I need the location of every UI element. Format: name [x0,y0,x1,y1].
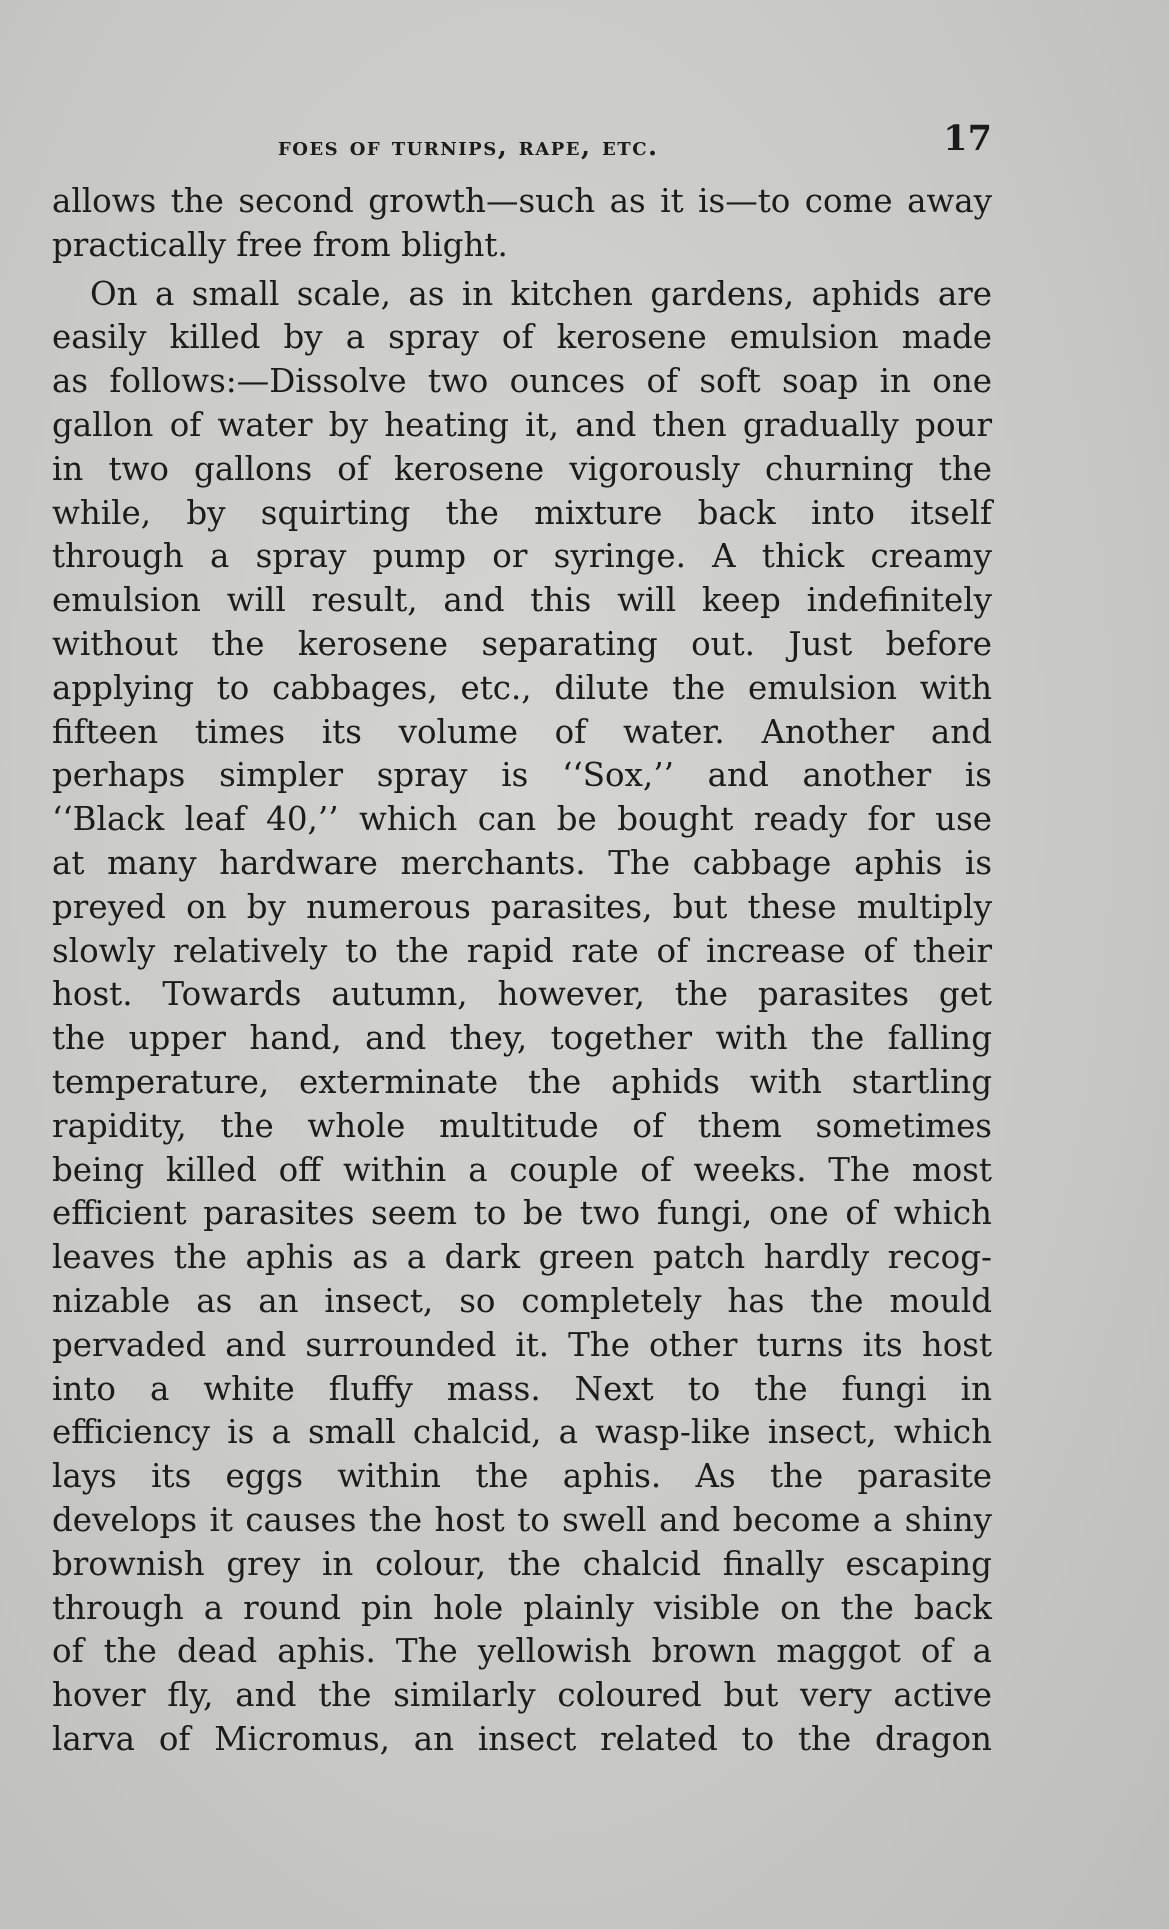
text-line: in two gallons of kerosene vigorously churning the [52,449,992,488]
text-line: host. Towards autumn, however, the parasites get [52,975,992,1014]
text-line: through a spray pump or syringe. A thick creamy [52,537,992,576]
text-line: being killed off within a couple of weeks. The most [52,1150,992,1189]
text-line: into a white fluffy mass. Next to the fungi in [52,1369,992,1408]
text-line: fifteen times its volume of water. Another and [52,712,992,751]
text-line: of the dead aphis. The yellowish brown maggot of a [52,1632,992,1671]
text-line: develops it causes the host to swell and become a shiny [52,1500,992,1539]
text-line: On a small scale, as in kitchen gardens, aphids are [90,274,992,313]
text-line: ‘‘Black leaf 40,’’ which can be bought ready for use [52,800,992,839]
text-line: without the kerosene separating out. Just before [52,624,992,663]
running-head-title: foes of turnips, rape, etc. [278,132,659,162]
text-line: preyed on by numerous parasites, but these multiply [52,887,992,926]
text-line: easily killed by a spray of kerosene emulsion made [52,318,992,357]
text-line: brownish grey in colour, the chalcid finally escaping [52,1544,992,1583]
book-page [52,118,992,1762]
page-number: 17 [943,118,992,159]
text-line: through a round pin hole plainly visible on the back [52,1588,992,1627]
text-line: hover fly, and the similarly coloured but very active [52,1676,992,1715]
body-text [52,180,992,1762]
text-line: at many hardware merchants. The cabbage aphis is [52,843,992,882]
text-line: while, by squirting the mixture back into itself [52,493,992,532]
text-line: efficient parasites seem to be two fungi, one of which [52,1194,992,1233]
text-line: perhaps simpler spray is ‘‘Sox,’’ and another is [52,756,992,795]
text-line: applying to cabbages, etc., dilute the emulsion with [52,668,992,707]
text-line: leaves the aphis as a dark green patch hardly recog- [52,1238,992,1277]
text-line: as follows:—Dissolve two ounces of soft soap in one [52,362,992,401]
text-line: lays its eggs within the aphis. As the parasite [52,1457,992,1496]
text-line: larva of Micromus, an insect related to the dragon [52,1719,992,1758]
text-line: temperature, exterminate the aphids with startling [52,1062,992,1101]
text-line: nizable as an insect, so completely has the mould [52,1281,992,1320]
text-line: rapidity, the whole multitude of them sometimes [52,1106,992,1145]
text-line: the upper hand, and they, together with the falling [52,1019,992,1058]
text-line: efficiency is a small chalcid, a wasp-like insect, which [52,1413,992,1452]
text-line: pervaded and surrounded it. The other turns its host [52,1325,992,1364]
text-line: allows the second growth—such as it is—to come away [52,182,992,220]
running-head [52,118,992,168]
text-line: practically free from blight. [52,225,508,264]
text-line: emulsion will result, and this will keep indefinitely [52,581,992,620]
text-line: gallon of water by heating it, and then gradually pour [52,405,992,444]
text-line: slowly relatively to the rapid rate of increase of their [52,931,992,970]
